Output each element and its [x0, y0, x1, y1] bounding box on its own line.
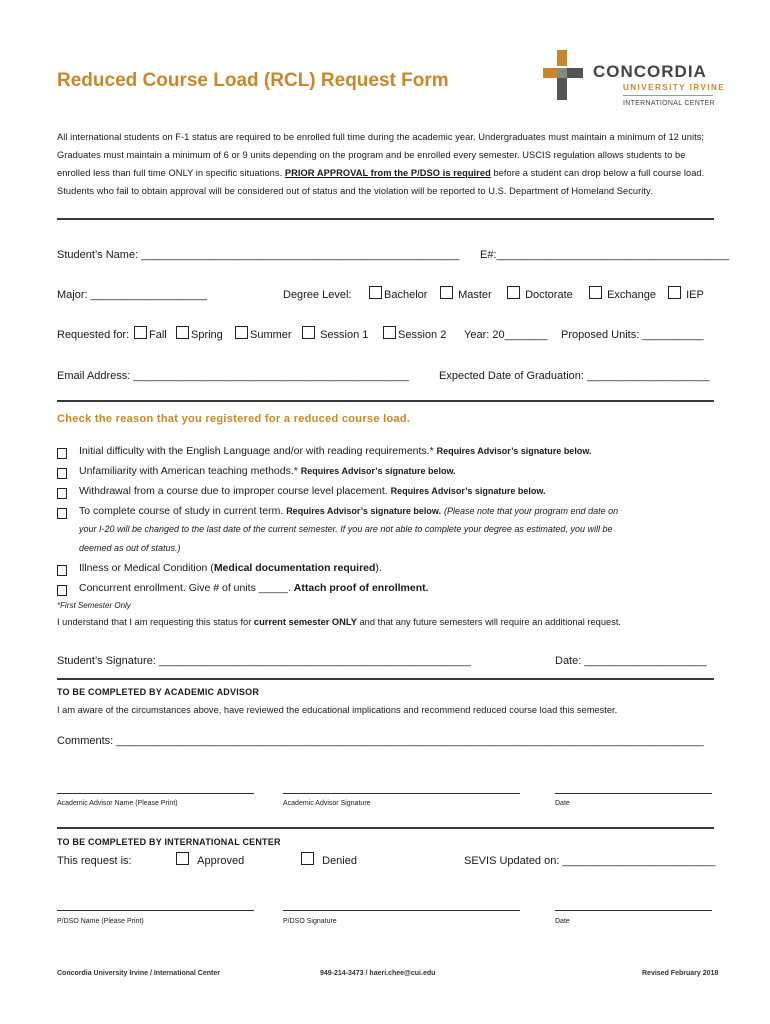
logo-department: INTERNATIONAL CENTER [623, 100, 715, 107]
reason-text-end: ). [375, 562, 382, 574]
section-divider [57, 678, 714, 680]
checkbox-icon[interactable] [507, 286, 520, 299]
degree-doctorate-option[interactable] [507, 286, 573, 301]
option-label: Approved [197, 855, 245, 867]
intro-emphasis: PRIOR APPROVAL from the P/DSO is required [284, 168, 491, 178]
checkbox-icon[interactable] [57, 488, 67, 499]
reason-1-checkbox[interactable] [57, 445, 67, 463]
reason-4 [79, 505, 618, 517]
logo-wordmark: CONCORDIA [593, 62, 707, 81]
checkbox-icon[interactable] [301, 852, 314, 865]
pdso-signature-line[interactable] [283, 910, 520, 911]
checkbox-icon[interactable] [383, 326, 396, 339]
reason-2-checkbox[interactable] [57, 465, 67, 483]
option-label: Doctorate [525, 289, 573, 301]
option-label: Master [458, 289, 492, 301]
checkbox-icon[interactable] [57, 565, 67, 576]
section-divider [57, 827, 714, 829]
option-label: Session 1 [320, 329, 369, 341]
form-title: Reduced Course Load (RCL) Request Form [57, 70, 449, 91]
denied-option[interactable] [301, 852, 357, 867]
logo-subtitle: UNIVERSITY IRVINE [623, 83, 726, 92]
option-label: Bachelor [384, 289, 428, 301]
advisor-comments-field[interactable]: Comments: ________________________________________________________________________________________________ [57, 735, 704, 747]
reason-text: Concurrent enrollment. Give # of units _____. [79, 582, 291, 594]
term-session2-option[interactable] [383, 326, 446, 341]
option-label: Spring [191, 329, 223, 341]
reason-requirement: Attach proof of enrollment. [293, 582, 429, 594]
checkbox-icon[interactable] [134, 326, 147, 339]
reason-6-checkbox[interactable] [57, 582, 67, 600]
reason-text: Initial difficulty with the English Language and/or with reading requirements.* [79, 445, 434, 457]
statement-text: I understand that I am requesting this status for [57, 617, 252, 627]
advisor-name-line[interactable] [57, 793, 254, 794]
checkbox-icon[interactable] [589, 286, 602, 299]
advisor-name-caption: Academic Advisor Name (Please Print) [57, 800, 178, 807]
requested-for-label [57, 329, 129, 341]
checkbox-icon[interactable] [57, 448, 67, 459]
graduation-date-field[interactable]: Expected Date of Graduation: ____________________ [439, 370, 710, 382]
intro-paragraph [57, 128, 717, 200]
checkbox-icon[interactable] [440, 286, 453, 299]
reason-4-note-line3: deemed as out of status.) [79, 543, 181, 553]
reason-requirement: Requires Advisor’s signature below. [436, 446, 592, 456]
concordia-cross-icon [543, 50, 587, 106]
advisor-date-line[interactable] [555, 793, 712, 794]
advisor-statement: I am aware of the circumstances above, have reviewed the educational implications and recommend reduced course load this semester. [57, 705, 618, 715]
reason-1 [79, 445, 591, 457]
checkbox-icon[interactable] [235, 326, 248, 339]
advisor-date-caption: Date [555, 800, 570, 807]
reason-text: Withdrawal from a course due to improper course level placement. [79, 485, 388, 497]
checkbox-icon[interactable] [57, 585, 67, 596]
option-label: Exchange [607, 289, 656, 301]
pdso-name-caption: P/DSO Name (Please Print) [57, 918, 144, 925]
checkbox-icon[interactable] [176, 326, 189, 339]
degree-bachelor-option[interactable] [369, 286, 427, 301]
pdso-date-caption: Date [555, 918, 570, 925]
pdso-date-line[interactable] [555, 910, 712, 911]
degree-master-option[interactable] [440, 286, 492, 301]
footer-contact: 949-214-3473 / haeri.chee@cui.edu [320, 970, 436, 977]
term-spring-option[interactable] [176, 326, 223, 341]
email-field[interactable]: Email Address: _____________________________________________ [57, 370, 409, 382]
reason-4-checkbox[interactable] [57, 505, 67, 523]
reason-requirement: Requires Advisor’s signature below. [286, 506, 442, 516]
footnote: *First Semester Only [57, 601, 131, 610]
requested-label-text: Requested for: [57, 329, 130, 341]
reason-5 [79, 562, 382, 574]
sevis-updated-field[interactable]: SEVIS Updated on: _________________________ [464, 855, 716, 867]
footer-organization: Concordia University Irvine / International Center [57, 970, 220, 977]
intro-text-1: All international students on F-1 status are required to be enrolled full time during the academic year. Undergraduates must maintain a minimum of 12 units; Graduates must maintain a minimum of 6 or 9 units depending on the program and be enrolled every semester. USCIS regulation allows students to be enrolled less than full time ONLY in specific situations. [57, 132, 705, 178]
reason-note: (Please note that your program end date on [443, 506, 619, 516]
term-summer-option[interactable] [235, 326, 292, 341]
option-label: Summer [250, 329, 292, 341]
student-date-field[interactable]: Date: ____________________ [555, 655, 707, 667]
reason-5-checkbox[interactable] [57, 562, 67, 580]
logo-divider [623, 95, 713, 96]
statement-emphasis: current semester ONLY [253, 617, 357, 627]
proposed-units-field[interactable]: Proposed Units: __________ [561, 329, 704, 341]
approved-option[interactable] [176, 852, 244, 867]
option-label: IEP [686, 289, 704, 301]
intro-text-2: before a student can drop below a full course load. Students who fail to obtain approval will be considered out of status and the violation will be reported to U.S. Department of Homeland Security. [57, 168, 705, 196]
student-signature-field[interactable]: Student’s Signature: ___________________________________________________ [57, 655, 471, 667]
request-status-label: This request is: [57, 855, 132, 867]
section-divider [57, 400, 714, 402]
reason-text: Unfamiliarity with American teaching methods.* [79, 465, 298, 477]
international-heading: TO BE COMPLETED BY INTERNATIONAL CENTER [57, 837, 281, 847]
reasons-heading: Check the reason that you registered for a reduced course load. [57, 413, 411, 425]
degree-level-label: Degree Level: [283, 289, 352, 301]
checkbox-icon[interactable] [57, 508, 67, 519]
checkbox-icon[interactable] [369, 286, 382, 299]
section-divider [57, 218, 714, 220]
degree-iep-option[interactable] [668, 286, 704, 301]
checkbox-icon[interactable] [668, 286, 681, 299]
reason-3 [79, 485, 546, 497]
year-field[interactable]: Year: 20_______ [464, 329, 548, 341]
advisor-heading: TO BE COMPLETED BY ACADEMIC ADVISOR [57, 687, 260, 697]
option-label: Denied [322, 855, 357, 867]
student-id-field[interactable]: E#:______________________________________ [480, 249, 729, 261]
major-field[interactable]: Major: ___________________ [57, 289, 207, 301]
reason-requirement: Medical documentation required [213, 562, 376, 574]
pdso-signature-caption: P/DSO Signature [283, 918, 337, 925]
reason-requirement: Requires Advisor’s signature below. [390, 486, 546, 496]
checkbox-icon[interactable] [176, 852, 189, 865]
understanding-statement [57, 617, 621, 627]
term-fall-option[interactable] [134, 326, 167, 341]
degree-exchange-option[interactable] [589, 286, 656, 301]
checkbox-icon[interactable] [302, 326, 315, 339]
reason-text: Illness or Medical Condition ( [79, 562, 214, 574]
option-label: Fall [149, 329, 167, 341]
advisor-signature-line[interactable] [283, 793, 520, 794]
checkbox-icon[interactable] [57, 468, 67, 479]
reason-6 [79, 582, 429, 594]
pdso-name-line[interactable] [57, 910, 254, 911]
option-label: Session 2 [398, 329, 447, 341]
reason-2 [79, 465, 456, 477]
reason-text: To complete course of study in current term. [79, 505, 284, 517]
footer-revision: Revised February 2018 [642, 970, 719, 977]
advisor-signature-caption: Academic Advisor Signature [283, 800, 371, 807]
university-logo [543, 50, 726, 116]
reason-4-note-line2: your I-20 will be changed to the last date of the current semester. If you are not able to complete your degree as estimated, you will be [79, 524, 613, 534]
statement-text: and that any future semesters will require an additional request. [359, 617, 622, 627]
student-name-field[interactable]: Student’s Name: ____________________________________________________ [57, 249, 460, 261]
reason-requirement: Requires Advisor’s signature below. [300, 466, 456, 476]
term-session1-option[interactable] [302, 326, 368, 341]
reason-3-checkbox[interactable] [57, 485, 67, 503]
